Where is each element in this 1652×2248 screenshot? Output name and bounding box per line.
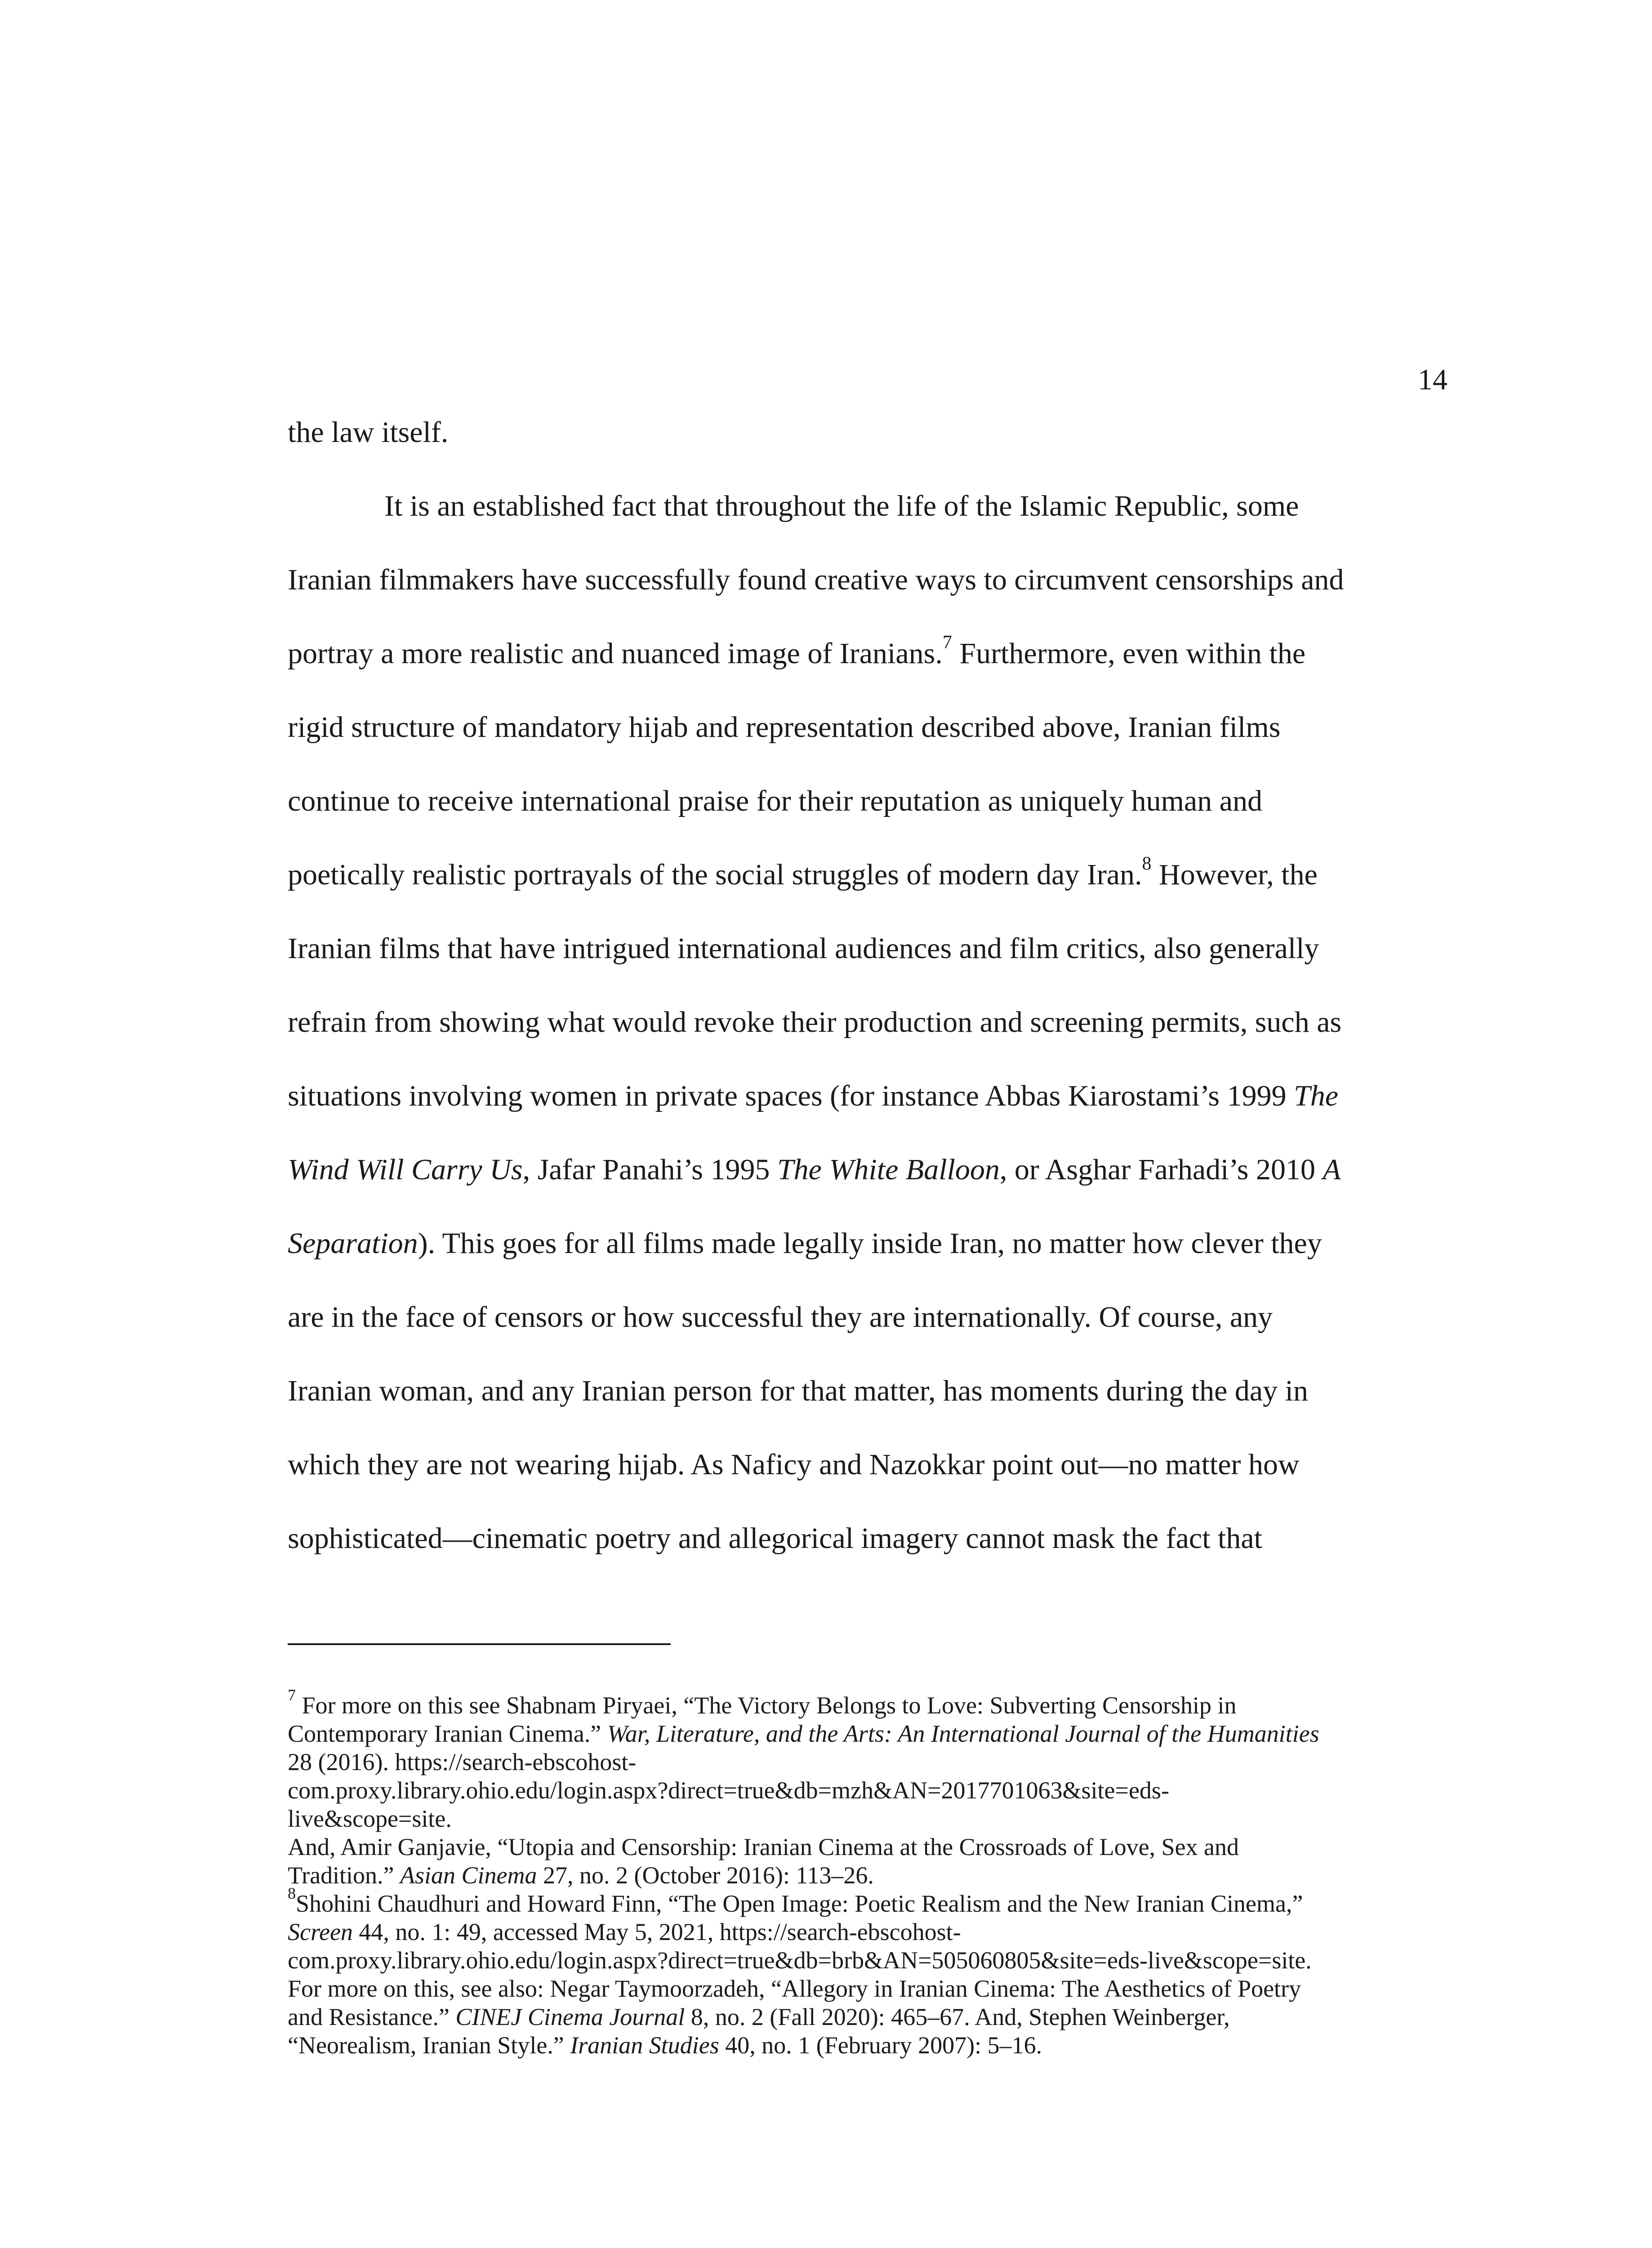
italic-title: Screen — [288, 1918, 353, 1945]
footnote-line — [288, 2003, 1456, 2031]
italic-title: The White Balloon — [777, 1153, 1000, 1186]
footnote-marker: 8 — [288, 1884, 296, 1902]
footnote-line — [288, 1686, 1456, 1720]
text-run: which they are not wearing hijab. As Naficy and Nazokkar point out—no matter how — [288, 1448, 1300, 1481]
text-run: are in the face of censors or how successful they are internationally. Of course, any — [288, 1301, 1273, 1334]
body-line — [288, 1207, 1429, 1280]
text-run: 40, no. 1 (February 2007): 5–16. — [719, 2032, 1042, 2059]
body-line — [288, 764, 1429, 838]
text-run: Tradition.” — [288, 1862, 401, 1889]
text-run: live&scope=site. — [288, 1805, 452, 1832]
text-run: It is an established fact that throughout the life of the Islamic Republic, some — [384, 490, 1299, 522]
body-line — [288, 1059, 1429, 1133]
body-line — [288, 1133, 1429, 1207]
body-line — [288, 1502, 1429, 1575]
italic-title: A — [1322, 1153, 1341, 1186]
text-run: com.proxy.library.ohio.edu/login.aspx?direct=true&db=mzh&AN=2017701063&site=eds- — [288, 1777, 1169, 1804]
body-line — [288, 691, 1429, 764]
footnote-line — [288, 1833, 1456, 1861]
footnote-line — [288, 1805, 1456, 1833]
footnote-line — [288, 1946, 1456, 1975]
page-number: 14 — [1418, 363, 1447, 396]
text-run: , Jafar Panahi’s 1995 — [522, 1153, 777, 1186]
body-line — [288, 617, 1429, 691]
body-text — [288, 396, 1429, 1575]
text-run: 28 (2016). https://search-ebscohost- — [288, 1748, 637, 1775]
text-run: rigid structure of mandatory hijab and representation described above, Iranian films — [288, 711, 1281, 744]
italic-title: Asian Cinema — [400, 1862, 537, 1889]
footnote-line — [288, 1975, 1456, 2003]
italic-title: CINEJ Cinema Journal — [455, 2003, 685, 2030]
body-line — [288, 469, 1429, 543]
text-run: Shohini Chaudhuri and Howard Finn, “The Open Image: Poetic Realism and the New Iranian Cinema,” — [296, 1890, 1303, 1917]
text-run: Iranian filmmakers have successfully found creative ways to circumvent censorships and — [288, 563, 1344, 596]
footnote-line — [288, 2031, 1456, 2060]
footnote-marker: 7 — [288, 1686, 296, 1704]
footnote-line — [288, 1918, 1456, 1946]
italic-title: Separation — [288, 1227, 418, 1260]
body-line — [288, 543, 1429, 617]
body-line — [288, 986, 1429, 1059]
footnote-marker: 8 — [1142, 853, 1152, 874]
text-run: Iranian films that have intrigued international audiences and film critics, also generally — [288, 932, 1319, 965]
text-run: poetically realistic portrayals of the social struggles of modern day Iran. — [288, 858, 1142, 891]
text-run: ). This goes for all films made legally inside Iran, no matter how clever they — [418, 1227, 1322, 1260]
text-run: portray a more realistic and nuanced image of Iranians. — [288, 637, 943, 670]
text-run: the law itself. — [288, 416, 449, 449]
footnote-line — [288, 1720, 1456, 1748]
body-line — [288, 912, 1429, 986]
footnote-line — [288, 1748, 1456, 1776]
body-line — [288, 1428, 1429, 1502]
text-run: Furthermore, even within the — [952, 637, 1306, 670]
italic-title: Iranian Studies — [570, 2032, 719, 2059]
italic-title: War, Literature, and the Arts: An International Journal of the Humanities — [607, 1720, 1319, 1747]
footnotes — [288, 1686, 1456, 2060]
text-run: 44, no. 1: 49, accessed May 5, 2021, https://search-ebscohost- — [352, 1918, 961, 1945]
text-run: 8, no. 2 (Fall 2020): 465–67. And, Stephen Weinberger, — [685, 2003, 1230, 2030]
footnote-marker: 7 — [942, 632, 952, 653]
body-line — [288, 1354, 1429, 1428]
text-run: and Resistance.” — [288, 2003, 456, 2030]
text-run: However, the — [1151, 858, 1318, 891]
footnote-separator — [288, 1643, 671, 1645]
text-run: “Neorealism, Iranian Style.” — [288, 2032, 570, 2059]
body-line — [288, 838, 1429, 912]
text-run: For more on this see Shabnam Piryaei, “The Victory Belongs to Love: Subverting Censorship in — [296, 1692, 1237, 1719]
footnote-line — [288, 1884, 1456, 1918]
body-line — [288, 1280, 1429, 1354]
text-run: For more on this, see also: Negar Taymoorzadeh, “Allegory in Iranian Cinema: The Aesthetics of Poetry — [288, 1975, 1301, 2002]
text-run: continue to receive international praise for their reputation as uniquely human and — [288, 785, 1263, 817]
text-run: 27, no. 2 (October 2016): 113–26. — [537, 1862, 874, 1889]
text-run: , or Asghar Farhadi’s 2010 — [999, 1153, 1323, 1186]
body-line — [288, 396, 1429, 469]
footnote-line — [288, 1776, 1456, 1805]
text-run: refrain from showing what would revoke their production and screening permits, such as — [288, 1006, 1342, 1039]
text-run: Contemporary Iranian Cinema.” — [288, 1720, 607, 1747]
text-run: sophisticated—cinematic poetry and allegorical imagery cannot mask the fact that — [288, 1522, 1263, 1555]
italic-title: The — [1294, 1079, 1339, 1112]
text-run: com.proxy.library.ohio.edu/login.aspx?direct=true&db=brb&AN=505060805&site=eds-live&scope=site. — [288, 1947, 1312, 1974]
italic-title: Wind Will Carry Us — [288, 1153, 523, 1186]
text-run: situations involving women in private spaces (for instance Abbas Kiarostami’s 1999 — [288, 1079, 1294, 1112]
footnote-line — [288, 1861, 1456, 1890]
text-run: Iranian woman, and any Iranian person for that matter, has moments during the day in — [288, 1374, 1309, 1407]
text-run: And, Amir Ganjavie, “Utopia and Censorship: Iranian Cinema at the Crossroads of Love, Sex and — [288, 1833, 1239, 1860]
